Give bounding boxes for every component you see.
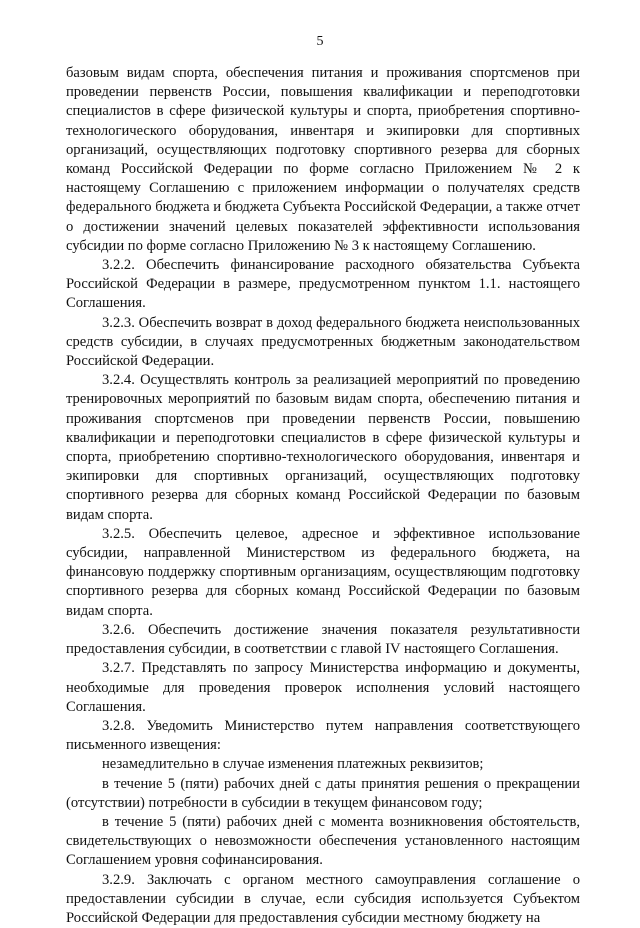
clause-3-2-4: 3.2.4. Осуществлять контроль за реализацией мероприятий по проведению тренировочных мероприятий по базовым видам спорта, обеспечению питания и проживания спортсменов при проведении первенств России, повышению квалификации и переподготовки специалистов в сфере физической культуры и спорта, приобретению спортивно-технологического оборудования, инвентаря и экипировки для спортивных организаций, осуществляющих подготовку спортивного резерва для сборных команд Российской Федерации по базовым видам спорта. bbox=[66, 372, 580, 523]
document-body bbox=[66, 64, 580, 928]
clause-3-2-6: 3.2.6. Обеспечить достижение значения показателя результативности предоставления субсидии, в соответствии с главой IV настоящего Соглашения. bbox=[66, 621, 580, 658]
page-number: 5 bbox=[316, 34, 324, 49]
clause-3-2-8-item-cofinancing: в течение 5 (пяти) рабочих дней с момента возникновения обстоятельств, свидетельствующих о невозможности обеспечения установленного настоящим Соглашением уровня софинансирования. bbox=[66, 813, 580, 869]
clause-3-2-3: 3.2.3. Обеспечить возврат в доход федерального бюджета неиспользованных средств субсидии, в случаях предусмотренных бюджетным законодательством Российской Федерации. bbox=[66, 314, 580, 370]
clause-3-2-8: 3.2.8. Уведомить Министерство путем направления соответствующего письменного извещения: bbox=[66, 717, 580, 754]
clause-3-2-8-item-termination: в течение 5 (пяти) рабочих дней с даты принятия решения о прекращении (отсутствии) потребности в субсидии в текущем финансовом году; bbox=[66, 775, 580, 811]
clause-3-2-2: 3.2.2. Обеспечить финансирование расходного обязательства Субъекта Российской Федерации в размере, предусмотренном пунктом 1.1. настоящего Соглашения. bbox=[66, 257, 580, 312]
clause-3-2-7: 3.2.7. Представлять по запросу Министерства информацию и документы, необходимые для проведения проверок исполнения условий настоящего Соглашения. bbox=[66, 660, 580, 715]
clause-3-2-9: 3.2.9. Заключать с органом местного самоуправления соглашение о предоставлении субсидии в случае, если субсидия используется Субъектом Российской Федерации для предоставления субсидии местному бюджету на bbox=[66, 871, 580, 926]
clause-3-2-5: 3.2.5. Обеспечить целевое, адресное и эффективное использование субсидии, направленной Министерством из федерального бюджета, на финансовую поддержку спортивным организациям, осуществляющим подготовку спортивного резерва для сборных команд Российской Федерации по базовым видам спорта. bbox=[66, 525, 580, 619]
paragraph-continuation: базовым видам спорта, обеспечения питания и проживания спортсменов при проведении первенств России, повышения квалификации и переподготовки специалистов в сфере физической культуры и спорта, приобретения спортивно-технологического оборудования, инвентаря и экипировки для спортивных организаций, осуществляющих подготовку спортивного резерва для сборных команд Российской Федерации по форме согласно Приложением № 2 к настоящему Соглашению с приложением информации о получателях средств федерального бюджета и бюджета Субъекта Российской Федерации, а также отчет о достижении значений целевых показателей эффективности использования субсидии по форме согласно Приложению № 3 к настоящему Соглашению. bbox=[66, 65, 580, 254]
clause-3-2-8-item-payment-details: незамедлительно в случае изменения платежных реквизитов; bbox=[102, 756, 484, 773]
